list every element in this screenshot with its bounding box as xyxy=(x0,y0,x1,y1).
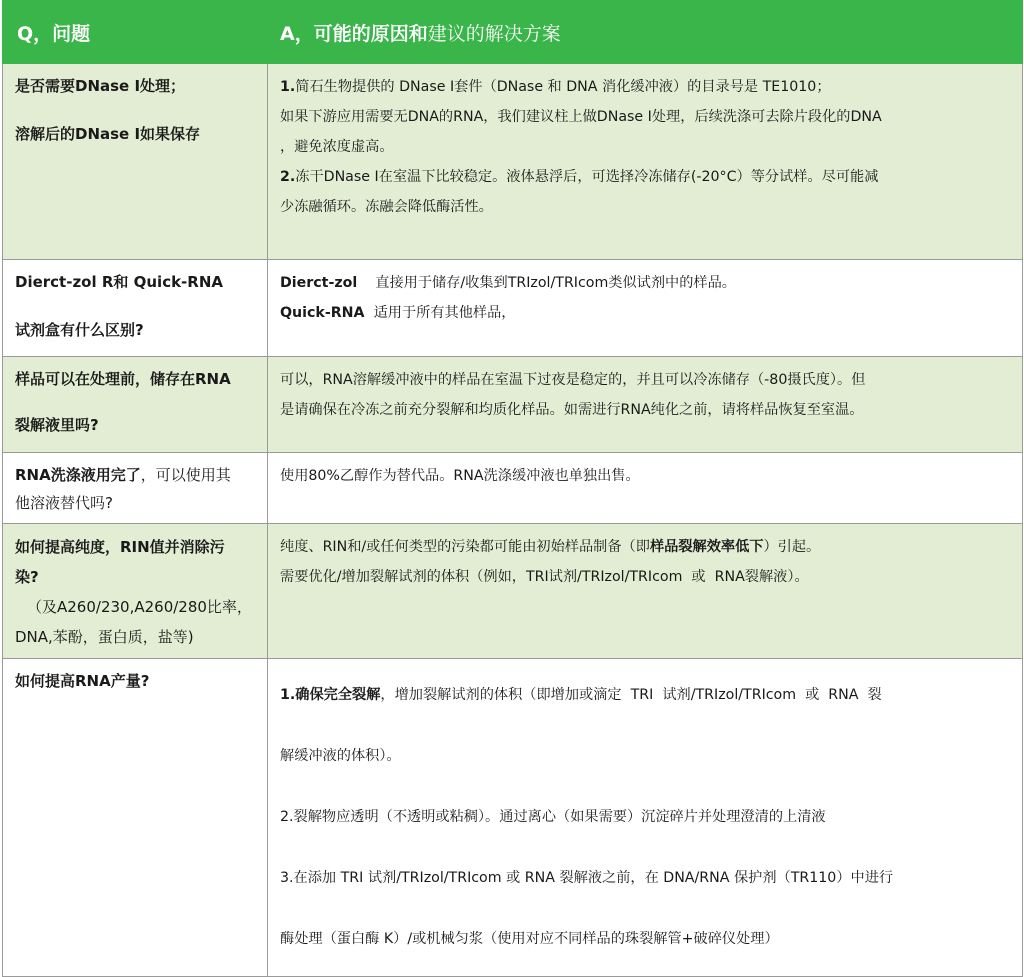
answer-cell: 可以，RNA溶解缓冲液中的样品在室温下过夜是稳定的，并且可以冷冻储存（-80摄氏度）。但 是请确保在冷冻之前充分裂解和均质化样品。如需进行RNA纯化之前，请将样品恢复至室温。 xyxy=(268,357,1023,453)
question-cell: 样品可以在处理前，储存在RNA 裂解液里吗? xyxy=(3,357,268,453)
answer-cell: 1.简石生物提供的 DNase I套件（DNase 和 DNA 消化缓冲液）的目录号是 TE1010； 如果下游应用需要无DNA的RNA，我们建议柱上做DNase I处理，后续洗涤可去除片段化的DNA ，避免浓度虚高。 2.冻干DNase I在室温下比较稳定。液体悬浮后，可选择冷冻储存(-20°C）等分试样。尽可能减 少冻融循环。冻融会降低酶活性。 xyxy=(268,64,1023,260)
answer-cell: 1.确保完全裂解，增加裂解试剂的体积（即增加或滴定 TRI 试剂/TRIzol/TRIcom 或 RNA 裂 解缓冲液的体积）。 2.裂解物应透明（不透明或粘稠）。通过离心（如果需要）沉淀碎片并处理澄清的上清液 3.在添加 TRI 试剂/TRIzol/TRIcom 或 RNA 裂解液之前，在 DNA/RNA 保护剂（TR110）中进行 酶处理（蛋白酶 K）/或机械匀浆（使用对应不同样品的珠裂解管+破碎仪处理） xyxy=(268,659,1023,977)
table-row xyxy=(3,260,1023,357)
table-row xyxy=(3,64,1023,260)
faq-table xyxy=(2,0,1023,977)
table-row xyxy=(3,357,1023,453)
table-header-row xyxy=(3,1,1023,64)
header-question: Q，问题 xyxy=(3,1,268,64)
table-row xyxy=(3,524,1023,659)
table-row xyxy=(3,453,1023,524)
answer-cell: Dierct-zol 直接用于储存/收集到TRIzol/TRIcom类似试剂中的样品。 Quick-RNA 适用于所有其他样品， xyxy=(268,260,1023,357)
question-cell: 如何提高纯度，RIN值并消除污 染? （及A260/230,A260/280比率， DNA,苯酚，蛋白质，盐等) xyxy=(3,524,268,659)
answer-cell: 使用80%乙醇作为替代品。RNA洗涤缓冲液也单独出售。 xyxy=(268,453,1023,524)
question-cell: 是否需要DNase I处理； 溶解后的DNase I如果保存 xyxy=(3,64,268,260)
question-cell: 如何提高RNA产量? xyxy=(3,659,268,977)
question-cell: RNA洗涤液用完了，可以使用其 他溶液替代吗? xyxy=(3,453,268,524)
header-answer: A，可能的原因和建议的解决方案 xyxy=(268,1,1023,64)
answer-cell: 纯度、RIN和/或任何类型的污染都可能由初始样品制备（即样品裂解效率低下）引起。 需要优化/增加裂解试剂的体积（例如，TRI试剂/TRIzol/TRIcom 或 RNA裂解液）。 xyxy=(268,524,1023,659)
table-row xyxy=(3,659,1023,977)
question-cell: Dierct-zol R和 Quick-RNA 试剂盒有什么区别? xyxy=(3,260,268,357)
